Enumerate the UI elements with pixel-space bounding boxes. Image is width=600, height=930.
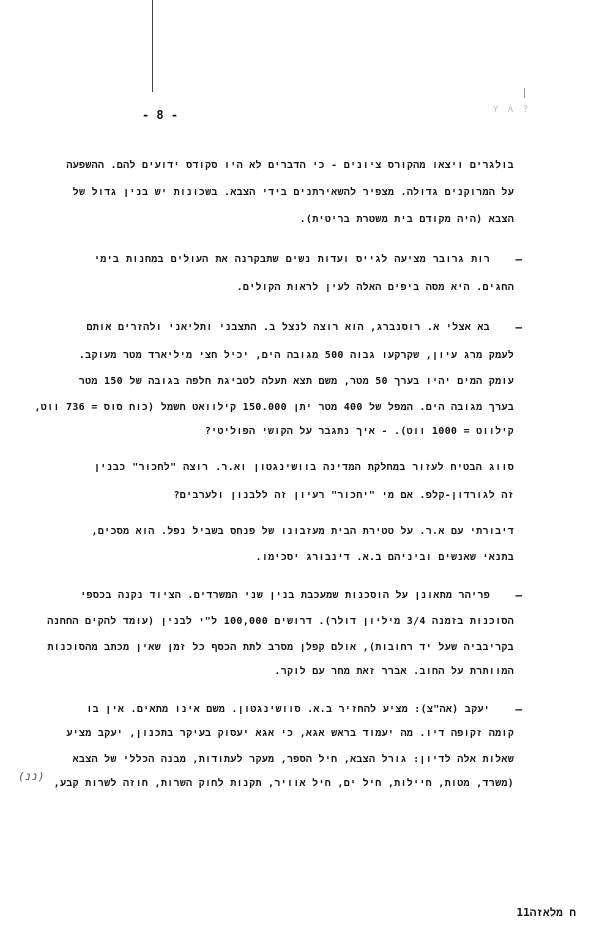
text-line: קומה זקופה דיו. מה יעמוד בראש אגא, כי אגא יעסוק בעיקר בתכנון, יעקב מציע [66,728,514,739]
text-line: פריהר מתאונן על הוסכנות שמעכבת בנין שני המשרדים. הציוד נקנה בכספי [80,590,490,601]
paragraph-dash: – [515,253,522,266]
text-line: בולגרים ויצאו מהקורס ציונים - כי הדברים לא היו סקודס ידועים להם. ההשפעה [66,160,514,171]
text-line: סווג הבטיח לעזור במחלקת המדינה בוושינגטון וא.ר. רוצה "לחכור" כבנין [94,462,514,473]
text-line: בא אצלי א. רוסנברג, הוא רוצה לנצל ב. התצבני ותליאני ולהזרים אותם [86,322,490,333]
text-line: (משרד, מטות, חיילות, חיל ים, חיל אוויר, תקנות לחוק השרות, חוזה לשרות קבע, [53,778,514,789]
text-line: המוותרת על החוב. אברר זאת מחר עם לוקר. [274,666,514,677]
text-line: זה לגורדון-קלפ. אם מי "יחכור" רעיון זה ללבנון ולערבים? [173,490,514,501]
text-line: יעקב (אה"צ): מציע להחזיר ב.א. סוושינגטון. משם אינו מתאים. אין בו [86,704,490,715]
text-line: בתנאי שאנשים וביניהם ב.א. דינבורג יסכימו. [255,552,514,563]
text-line: בערך מגובה הים. המפל של 400 מטר יתן 150.000 קילוואט חשמל (כוח סוס = 736 ווט, [34,402,514,413]
text-line: דיבורתי עם א.ר. על טטירת הבית מעזבונו של פנחס בשביל נפל. הוא מסכים, [91,526,514,537]
text-line: עומק המים יהיו בערך 50 מטר, משם תצא תעלה לטביגת חלפה בגובה של 150 מטר [78,376,514,387]
text-line: קילווט = 1000 ווט). - איך נתגבר על הקושי הפוליטי? [204,426,514,437]
paragraph-dash: – [515,703,522,716]
paragraph-dash: – [515,321,522,334]
text-line: הסוכנות בזמנה 3/4 מיליון דולר). דרושים 100,000 ל"י לבנין (עומד להקים החחנה [47,616,514,627]
page-number: - 8 - [141,108,179,122]
text-line: על המרוקנים גדולה. מצפיר להשאירתנים בידי הצבא. בשכונות יש בנין גדול של [72,187,514,198]
margin-note: (ננ) [18,770,45,783]
paragraph-dash: – [515,589,522,602]
text-line: שאלות אלה לדיון: גורל הצבא, חיל הספר, מעקר לעתודות, מבנה הכללי של הצבא [72,754,514,765]
text-line: הצבא (היה מקודם בית משטרת בריטית). [299,214,514,225]
text-line: החגים. היא מסה ביפים האלה לעין לראות הקולים. [236,282,514,293]
faint-stamp: Y A ? [492,105,530,115]
text-line: רות גרובר מציעה לגייס ועדות נשים שתבקרנה את העולים במחנות בימי [94,254,490,265]
footer-code: 11ח מלאזה [516,906,576,919]
text-line: לעמק מרג עיון, שקרקעו גבוה 500 מגובה הים, יכיל חצי מיליארד מטר מעוקב. [78,350,514,361]
text-line: בקריבביה שעל יד רחובות), אולם קפלן מסרב לתת הכסף כל זמן שאין מכתב מהסוכנות [47,642,514,653]
